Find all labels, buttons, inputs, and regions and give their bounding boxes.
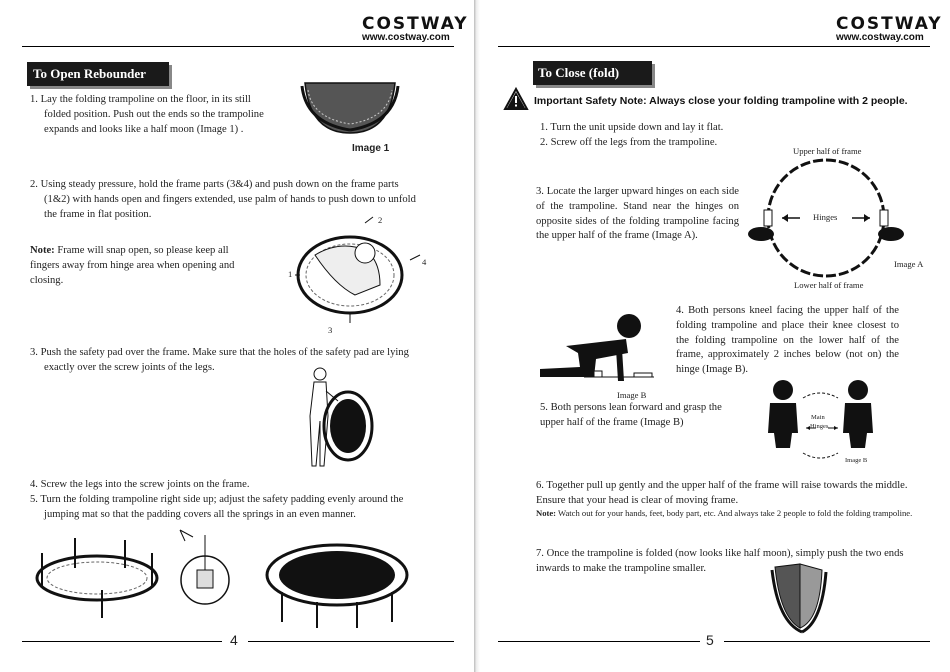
- image-b2-hinges-label: Hinges: [810, 423, 829, 430]
- assembled-trampoline-illustration: [262, 540, 412, 630]
- legs-assembly-illustration: [30, 528, 165, 623]
- image-b-caption: Image B: [617, 390, 647, 400]
- footer-rule-right-a: [498, 641, 700, 642]
- close-step-5: 5. Both persons lean forward and grasp the upper half of the frame (Image B): [540, 402, 722, 428]
- folded-trampoline-illustration: [770, 562, 830, 636]
- close-step-3: 3. Locate the larger upward hinges on each side of the trampoline. Stand near the hinges on opposite sides of the folding trampoline facing the upper half of the frame (Image A).: [536, 186, 739, 242]
- open-step-3: 3. Push the safety pad over the frame. Make sure that the holes of the safety pad are lying exactly over the screw joints of the legs.: [30, 347, 409, 373]
- unfolding-frame-illustration: [285, 215, 425, 325]
- screw-joint-detail-illustration: [175, 525, 235, 610]
- image-b2-caption: Image B: [845, 457, 868, 464]
- brand-logo: COSTWAY: [362, 14, 469, 34]
- frame-label-4: 4: [422, 257, 427, 267]
- frame-label-3: 3: [328, 325, 333, 335]
- note-label: Note:: [30, 245, 55, 256]
- image-a-hinges-label: Hinges: [813, 212, 838, 222]
- frame-label-2: 2: [378, 215, 383, 225]
- safety-note: Important Safety Note: Always close your folding trampoline with 2 people.: [534, 95, 908, 107]
- brand-logo: COSTWAY: [836, 14, 943, 34]
- brand-url: www.costway.com: [362, 32, 450, 43]
- footer-rule-left-a: [22, 641, 222, 642]
- page-number: 5: [706, 632, 714, 648]
- close-step-7: 7. Once the trampoline is folded (now looks like half moon), simply push the two ends inwards to make the trampoline smaller.: [536, 548, 904, 574]
- image-b2-main-label: Main: [811, 414, 825, 421]
- section-title-open: To Open Rebounder: [27, 62, 169, 86]
- close-step-4: 4. Both persons kneel facing the upper half of the folding trampoline and place their knee closest to the folding trampoline on the lower half of the frame, approximately 2 inches below (not on) the hinge (Image B).: [676, 305, 899, 376]
- close-step-2: 2. Screw off the legs from the trampoline.: [540, 137, 718, 148]
- brand-url: www.costway.com: [836, 32, 924, 43]
- image-a-upper-label: Upper half of frame: [793, 146, 862, 156]
- close-step-6: 6. Together pull up gently and the upper half of the frame will raise towards the middle. Ensure that your head is clear of moving frame.: [536, 480, 908, 506]
- right-page: [480, 0, 950, 672]
- person-marker-right: [878, 227, 904, 241]
- footer-rule-left-b: [248, 641, 454, 642]
- open-step-1: 1. Lay the folding trampoline on the floor, in its still folded position. Push out the ends so the trampoline expands and looks like a half moon (Image 1) .: [30, 94, 264, 135]
- page-number: 4: [230, 632, 238, 648]
- open-step-4: 4. Screw the legs into the screw joints on the frame.: [30, 479, 250, 490]
- image-1-caption: Image 1: [352, 143, 390, 154]
- warning-icon: [504, 88, 528, 110]
- half-moon-trampoline-illustration: [300, 78, 400, 138]
- header-rule: [22, 46, 454, 47]
- note-text: Frame will snap open, so please keep all fingers away from hinge area when opening and closing.: [30, 245, 235, 286]
- footer-rule-right-b: [724, 641, 930, 642]
- kneeling-person-illustration: [536, 311, 666, 387]
- left-page: [0, 0, 474, 672]
- image-a-lower-label: Lower half of frame: [794, 280, 864, 290]
- open-step-5: 5. Turn the folding trampoline right side up; adjust the safety padding evenly around the jumping mat so that the padding covers all the springs in an even manner.: [30, 494, 404, 520]
- person-with-trampoline-illustration: [298, 366, 378, 478]
- note-text: Watch out for your hands, feet, body part, etc. And always take 2 people to fold the folding trampoline.: [556, 508, 913, 518]
- close-step-1: 1. Turn the unit upside down and lay it flat.: [540, 122, 724, 133]
- image-a-caption: Image A: [894, 259, 924, 269]
- open-note: [30, 244, 258, 288]
- header-rule: [498, 46, 930, 47]
- person-marker-left: [748, 227, 774, 241]
- close-note: [536, 507, 916, 520]
- section-title-close: To Close (fold): [533, 61, 652, 85]
- note-label: Note:: [536, 508, 557, 518]
- open-step-2: 2. Using steady pressure, hold the frame parts (3&4) and push down on the frame parts (1&2) with hands open and fingers extended, use palm of hands to push down to unfold the frame in flat position.: [30, 179, 416, 220]
- frame-label-1: 1: [288, 269, 293, 279]
